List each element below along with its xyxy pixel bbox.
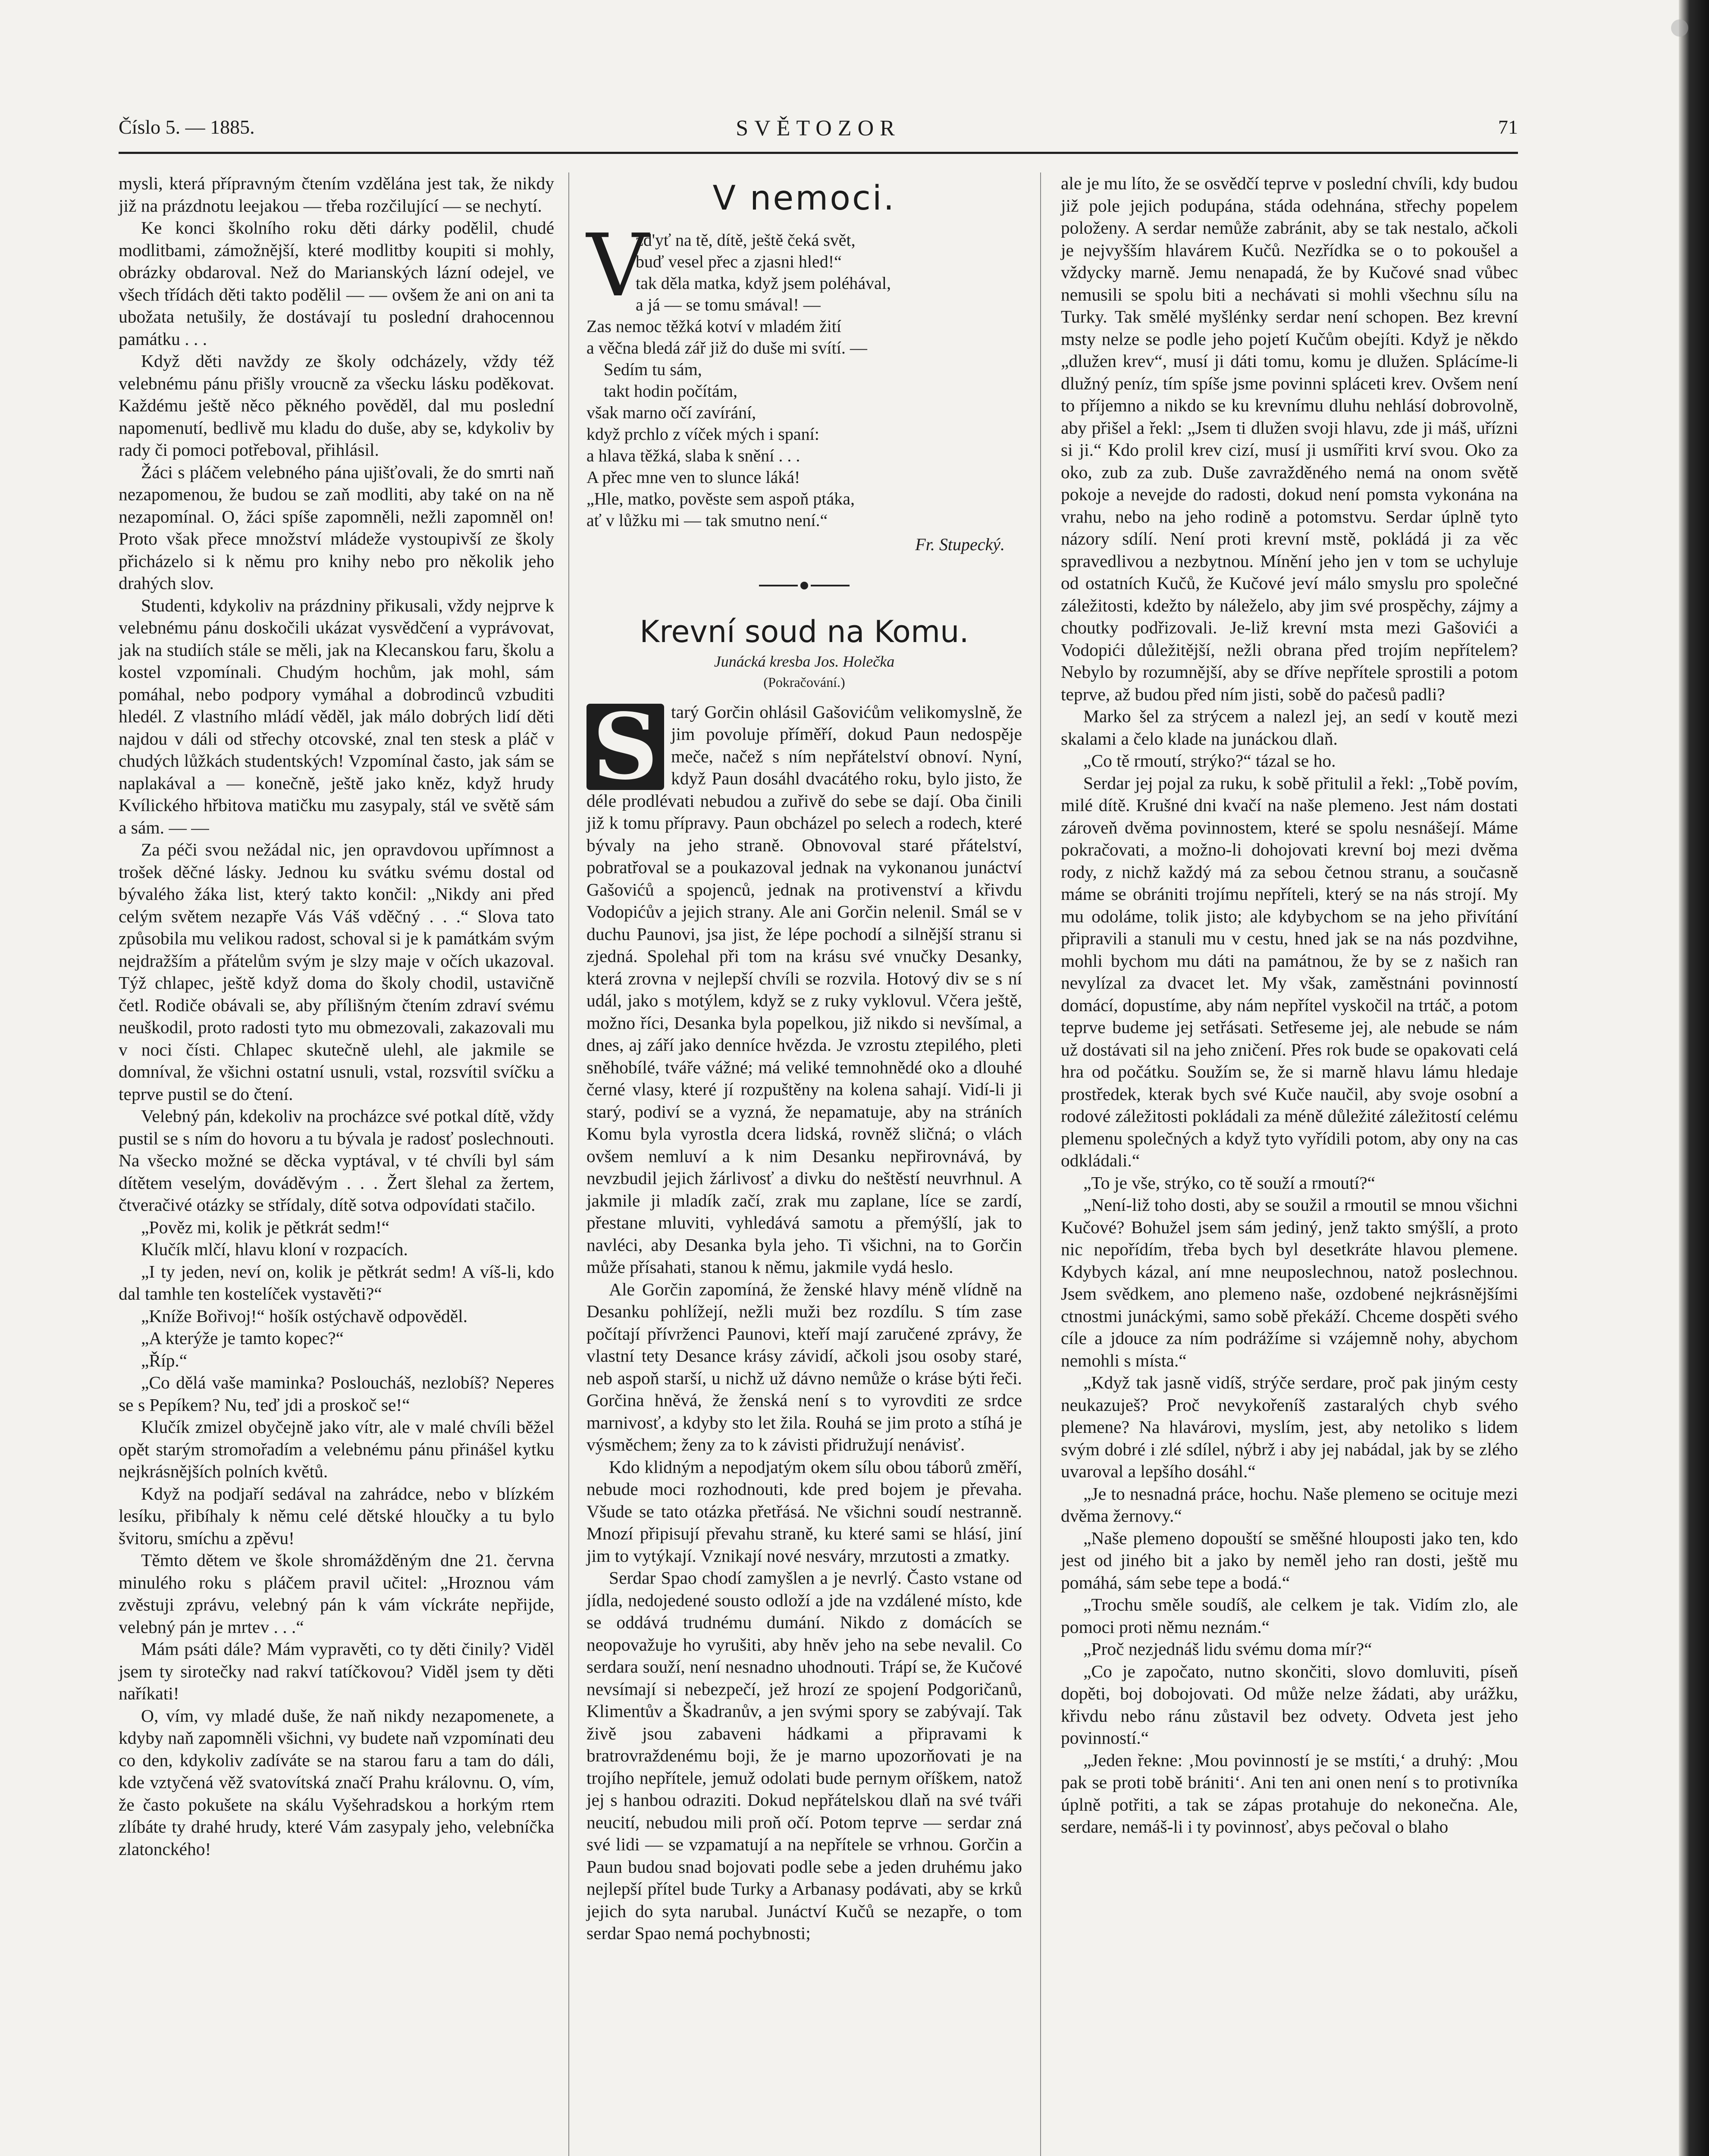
paragraph: „Co tě rmoutí, strýko?“ tázal se ho. — [1083, 751, 1336, 771]
paragraph: O, vím, vy mladé duše, že naň nikdy nezapomenete, a kdyby naň zapomněli všichni, vy budete naň vzpomínati deu co den, kdykoliv zadíváte se na starou faru a tam do dáli, kde vztyčená věž svatovítská značí Prahu královnu. O, vím, že často pokušete na skálu Vyšehradskou a horkým rtem zlíbáte ty drahé hrudy, které Vám zasypaly jeho, velebníčka zlatonckého! — [119, 1705, 554, 1859]
paragraph: Klučík zmizel obyčejně jako vítr, ale v malé chvíli běžel opět starým stromořadím a velebnému pánu přinášel kytku nejkrásnějších polních květů. — [119, 1417, 554, 1481]
paragraph: „A kterýže je tamto kopec?“ — [141, 1328, 344, 1348]
paragraph: „I ty jeden, neví on, kolik je pětkrát sedm! A víš-li, kdo dal tamhle ten kostelíček vystavěti?“ — [119, 1261, 554, 1304]
binding-edge — [1679, 0, 1709, 2156]
paragraph: Za péči svou nežádal nic, jen opravdovou upřímnost a trošek děčné lásky. Jednou ku svátku svému dostal od bývalého žáka list, který takto končil: „Nikdy ani před celým světem nezapře Vás Váš vděčný . . .“ Slova tato způsobila mu velikou radost, schoval si je k památkám svým nejdražším a přátelům svým je slzy maje v očích ukazoval. Týž chlapec, ještě když doma do školy chodil, ustavičně četl. Rodiče obávali se, aby přílišným čtením zdraví svému neuškodil, proto radosti tyto mu obmezovali, zakazovali mu v noci čísti. Chlapec skutečně ulehl, ale jakmile se domníval, že všichni ostatní usnuli, vstal, rozsvítil svíčku a teprve pustil se do čtení. — [119, 840, 554, 1104]
story-drop-letter-box — [586, 693, 664, 800]
poem-line: ať v lůžku mi — tak smutno není.“ — [586, 511, 828, 530]
paragraph: tarý Gorčin ohlásil Gašovićům velikomyslně, že jim povoluje příměří, dokud Paun nedospěje meče, načež s ním nepřátelství obnoví. Nyní, když Paun dosáhl dvacátého roku, bylo jisto, že déle prodlévati nebudou a zuřivě do sebe se dají. Oba činili již k tomu přípravy. Paun obcházel po selech a rodech, které bývaly na jeho straně. Obnovoval staré přátelství, pobratřoval se a poukazoval jednak na vykonanou junáctví Gašovićů a spojenců, jednak na protivenství a křivdu Vodopićův a jejich strany. Ale ani Gorčin nelenil. Smál se v duchu Paunovi, jsa jist, že lépe pochodí a silnější stranu si zjedná. Spolehal při tom na krásu své vnučky Desanky, která zrovna v nejlepší chvíli se rozvila. Hotový div se s ní udál, jako s motýlem, když se z ruky vyklovul. Včera ještě, možno říci, Desanka byla popelkou, již nikdo si nevšímal, a dnes, aj září jako denníce hvězda. Je vzrostu ztepilého, pleti sněhobílé, tváře vážné; má veliké temnohnědé oko a dlouhé černé vlasy, které jí rozpuštěny na kolena sahají. Vidí-li ji starý, podiví se a vyzná, že nepamatuje, aby na stráních Komu byla vyrostla dcera lidská, rovněž sličná; o vlách ovšem nemluví a k nim Desanku nepřirovnává, by nevzbudil jejich žárlivosť a divku do neštěstí neuvrhnul. A jakmile ji mladík začí, zrak mu zaplane, líce se zardí, přestane mluviti, vyhledává samotu a přemýšlí, jak to navléci, aby Desanka byla jeho. Ti všichni, na to Gorčin může přísahati, stanou k němu, jakmile vydá heslo. — [586, 702, 1022, 1277]
paragraph: Velebný pán, kdekoliv na procházce své potkal dítě, vždy pustil se s ním do hovoru a tu bývala je radosť poslechnouti. Na všecko možné se děcka vyptával, v té chvíli byl sám dítětem veselým, dováděvým . . . Žert šlehal za žertem, čtveračivé otázky se střídaly, dítě sotva odpovídati stačilo. — [119, 1106, 554, 1215]
column-rule-1 — [568, 172, 569, 2156]
paragraph: Klučík mlčí, hlavu kloní v rozpacích. — [141, 1239, 408, 1259]
paragraph: „Když tak jasně vidíš, strýče serdare, proč pak jiným cesty neukazuješ? Proč nevykořeníš zastaralých chyb svého plemene? Na hlavárovi, myslím, jest, aby netoliko s lidem svým dobré i zlé sdílel, nýbrž i aby jej nabádal, jak by se zlého uvaroval a lepšího dosáhl.“ — [1061, 1373, 1518, 1481]
paragraph: Studenti, kdykoliv na prázdniny přikusali, vždy nejprve k velebnému pánu doskočili ukázat vysvědčení a vyprávovat, jak na studiích stále se měli, jak na Klecanskou faru, školu a kostel vzpomínali. Chudým hochům, jak mohl, sám pomáhal, nebo podpory vymáhal a dobrodinců vzbuditi hledél. Z vlastního mládí věděl, jak málo dobrých lidí děti najdou v dáli od střechy otcovské, znal ten stesk a pláč v chudých lůžkách studentských! Vzpomínal často, jak sám se naplakával a — konečně, ještě jako kněz, když hrudy Kvílického hřbitova matičku mu zasypaly, stál ve světě sám a sám. — — — [119, 595, 554, 837]
paragraph: Žáci s pláčem velebného pána ujišťovali, že do smrti naň nezapomenou, že budou se zaň modliti, aby také on na ně nezapomínal. O, žáci spíše zapomněli, nežli zapomněl on! Proto však přece množství mládeže vystoupivší ze školy přicházelo si k němu pro knihy nebo pro několik jeho drahých slov. — [119, 462, 554, 593]
paragraph: Ke konci školního roku děti dárky podělil, chudé modlitbami, zámožnější, které modlitby koupiti si mohly, obrázky obdaroval. Než do Marianských lázní odejel, ve všech třídách děti takto podělil — — ovšem že ani on ani ta ubožata netušily, že dostávají tu poslední drahocennou památku . . . — [119, 218, 554, 349]
poem-title: V nemoci. — [712, 179, 896, 218]
scan-spot — [1671, 19, 1688, 37]
paragraph: „Trochu směle soudíš, ale celkem je tak. Vidím zlo, ale pomoci proti němu neznám.“ — [1061, 1595, 1518, 1637]
paragraph: Když děti navždy ze školy odcházely, vždy též velebnému pánu přišly vroucně za všecku lásku poděkovat. Každému ještě něco pěkného pověděl, dal mu poslední napomenutí, bedlivě mu kladu do duše, aby se, kdykoliv by rady či pomoci potřeboval, přihlásil. — [119, 351, 554, 460]
poem-line: A přec mne ven to slunce láká! — [586, 467, 800, 487]
poem — [586, 216, 1022, 555]
poem-line: buď vesel přec a zjasni hled!“ — [636, 252, 842, 271]
poem-line: takt hodin počítám, — [604, 381, 737, 401]
paragraph: „Říp.“ — [141, 1350, 188, 1370]
story-continued: (Pokračování.) — [763, 674, 845, 690]
paragraph: „Kníže Bořivoj!“ hošík ostýchavě odpověděl. — [141, 1306, 468, 1326]
paragraph: „Pověz mi, kolik je pětkrát sedm!“ — [141, 1217, 390, 1237]
poem-line: však marno očí zavírání, — [586, 403, 756, 422]
paragraph: „Jeden řekne: ‚Mou povinností je se mstíti,‘ a druhý: ‚Mou pak se proti tobě brániti‘. Ani ten ani onen není s to protivníka úplně potřiti, a tak se zápas protahuje do nekonečna. Ale, serdare, nemáš-li i ty povinnosť, abys pečoval o blaho — [1061, 1750, 1518, 1836]
paragraph: mysli, která přípravným čtením vzdělána jest tak, že nikdy již na prázdnotu leejakou — třeba rozčilující — se nechytí. — [119, 173, 554, 216]
column-2 — [586, 172, 1022, 1945]
paragraph: Kdo klidným a nepodjatým okem sílu obou táborů změří, nebude moci rozhodnouti, kde pred bojem je převaha. Všude se tato otázka přetřásá. Ne všichni soudí nestranně. Mnozí připisují převahu straně, ku které sami se hlásí, jiní jim to vytýkají. Vznikají nové nesváry, mrzutosti a zmatky. — [586, 1457, 1022, 1566]
page-header — [119, 116, 1518, 146]
paragraph: Serdar Spao chodí zamyšlen a je nevrlý. Často vstane od jídla, nedojedené sousto odloží a jde na vzdálené místo, kde se oddává trudnému dumání. Nikdo z domácích se neopovažuje ho vyrušiti, aby hněv jeho na sebe nevalil. Co serdara souží, není nesnadno uhodnouti. Trápí se, že Kučové nevsímají si nebezpečí, jež hrozí ze spojení Podgoričanů, Klimentův a Škadranův, a jen svými spory se zabývají. Tak živě jsou zabaveni hádkami a připravami k bratrovraždenému boji, že je marno upozorňovati je na trojího nepřítele, jemuž odolati bude pernym oříškem, natož jej s hanbou odraziti. Dokud nepřátelskou dlaň na své tváři neucití, nebudou mili proň očí. Potom teprve — serdar zná své lidi — se vzpamatují a na nepřítele se vrhnou. Gorčin a Paun budou snad bojovati podle sebe a jeden druhému jako nejlepší přítel bude Turky a Arbanasy podávati, aby se krků jejich do syta narubal. Junáctví Kučů se nezapře, o tom serdar Spao nemá pochybnosti; — [586, 1568, 1022, 1943]
paragraph: Těmto dětem ve škole shromážděným dne 21. června minulého roku s pláčem pravil učitel: „Hroznou vám zvěstuji zprávu, velebný pán k vám víckráte nepřijde, velebný pán je mrtev . . .“ — [119, 1550, 554, 1637]
poem-author: Fr. Stupecký. — [915, 535, 1005, 554]
paragraph: ale je mu líto, že se osvědčí teprve v poslední chvíli, kdy budou již pole jejich podupána, stáda odehnána, střechy popelem položeny. A serdar nemůže zabránit, aby se tak nestalo, ačkoli je nejvyšším hlavárem Kučů. Nezřídka se o to pokoušel a vždycky marně. Jemu nenapadá, že by Kučové snad vůbec nemusili se spolu biti a nechávati si mohli všechnu sílu na Turky. Tak smělé myšlénky serdar není schopen. Bez krevní msty nelze se podle jeho pojetí Kučům obejíti. Když je někdo „dlužen krev“, musí ji dáti tomu, komu je dlužen. Splácíme-li dlužný peníz, tím spíše jsme povinni spláceti krev. Ovšem není to příjemno a nikdo se ku krevnímu dluhu nehlásí dobrovolně, aby přišel a řekl: „Jsem ti dlužen svoji hlavu, zde ji máš, uřízni si ji.“ Kdo prolil krev cizí, musí ji usmířiti krví svou. Oko za oko, zub za zub. Duše zavražděného nemá na onom světě pokoje a nevejde do radosti, dokud není pomsta vykonána na vrahu, nebo na jeho rodině a potomstvu. Serdar úplně tyto názory sdílí. Není proti krevní mstě, pokládá ji za věc spravedlivou a nezbytnou. Mínění jeho jen v tom se uchyluje od ostatních Kučů, že Kučové jeví málo smyslu pro společné záležitosti, kdežto by náleželo, aby jim své prospěchy, zájmy a choutky podřizovali. Je-liž krevní msta mezi Gašovići a Vodopići důležitější, nežli obrana před trojím nepřítelem? Nebylo by rozumnější, aby se dříve nepřítele sprostili a potom teprve, až budou před ním jisti, sobě do pačesů padli? — [1061, 173, 1518, 704]
header-rule — [119, 152, 1518, 154]
paragraph: „Co je započato, nutno skončiti, slovo domluviti, píseň dopěti, boj dobojovati. Od může nelze žádati, aby urážku, křivdu nebo ránu zůstavil bez odvety. Odveta jest jeho povinností.“ — [1061, 1661, 1518, 1748]
poem-lines — [586, 216, 1022, 531]
poem-line: žd'yť na tě, dítě, ještě čeká svět, — [636, 230, 856, 250]
poem-line: tak děla matka, když jsem poléhával, — [636, 273, 891, 293]
column-3 — [1061, 172, 1518, 1838]
poem-line: Sedím tu sám, — [604, 360, 702, 379]
paragraph: Ale Gorčin zapomíná, že ženské hlavy méně vlídně na Desanku pohlížejí, nežli muži bez rozdílu. S tím zase počítají přívrženci Paunovi, kteří mají zaručené zprávy, že vlastní tety Desance krásy závidí, ačkoli jsou osoby staré, neb aspoň starší, u nichž už dávno nemůže o kráse býti řeči. Gorčina hněvá, že ženská není s to vyrovditi ze srdce marnivosť, a kdyby sto let žila. Rouhá se jim proto a stíhá je výsměchem; ženy za to k závisti přidružují nenávisť. — [586, 1279, 1022, 1454]
paragraph: Když na podjaří sedával na zahrádce, nebo v blízkém lesíku, přibíhaly k němu celé dětské hloučky a tu bylo švitoru, smíchu a zpěvu! — [119, 1483, 554, 1548]
story-subtitle: Junácká kresba Jos. Holečka — [714, 652, 895, 670]
poem-drop-letter: V — [586, 216, 649, 316]
paragraph: „Není-liž toho dosti, aby se soužil a rmoutil se mnou všichni Kučové? Bohužel jsem sám jediný, jenž takto smýšlí, a proto nic nepořídím, třeba bych byl desetkráte hlavou plemene. Kdybych kázal, aní mne neuposlechnou, natož poslechnou. Jsem svědkem, ano plemeno naše, ozdobené nejkrásnějšími ctnostmi junáckými, samo sobě překáží. Chceme dospěti svého cíle a jdouce za ním podrážíme si vzájemně nohy, abychom nemohli s místa.“ — [1061, 1195, 1518, 1370]
paragraph: „Proč nezjednáš lidu svému doma mír?“ — [1083, 1639, 1372, 1659]
paragraph: Mám psáti dále? Mám vypravěti, co ty děti činily? Viděl jsem ty sirotečky nad rakví tatíčkovou? Viděl jsem ty děti naříkati! — [119, 1639, 554, 1703]
ornament-divider — [586, 573, 1022, 595]
poem-line: a hlava těžká, slaba k snění . . . — [586, 446, 800, 465]
poem-line: když prchlo z víček mých i spaní: — [586, 424, 819, 444]
story-body-col2 — [586, 693, 1022, 1945]
poem-line: „Hle, matko, pověste sem aspoň ptáka, — [586, 489, 855, 508]
paragraph: „To je vše, strýko, co tě souží a rmoutí?“ — [1083, 1172, 1376, 1193]
story-drop-letter: S — [593, 693, 658, 800]
magazine-title: SVĚTOZOR — [736, 116, 901, 141]
poem-line: Zas nemoc těžká kotví v mladém žití — [586, 317, 841, 336]
paragraph: „Naše plemeno dopouští se směšné hlouposti jako ten, kdo jest od jiného bit a jako by neměl jeho ran dosti, ještě mu pomáhá, sám sebe tepe a bodá.“ — [1061, 1528, 1518, 1592]
poem-line: a věčna bledá zář již do duše mi svítí. — — [586, 338, 867, 357]
paragraph: Marko šel za strýcem a nalezl jej, an sedí v koutě mezi skalami a čelo klade na junáckou dlaň. — [1061, 706, 1518, 749]
paragraph: „Je to nesnadná práce, hochu. Naše plemeno se ocituje mezi dvěma žernovy.“ — [1061, 1483, 1518, 1526]
issue-label: Číslo 5. — 1885. — [119, 116, 255, 138]
column-rule-2 — [1040, 172, 1041, 2156]
poem-line: a já — se tomu smával! — — [636, 295, 821, 314]
paragraph: „Co dělá vaše maminka? Posloucháš, nezlobíš? Neperes se s Pepíkem? Nu, teď jdi a proskoč se!“ — [119, 1373, 554, 1415]
paragraph: Serdar jej pojal za ruku, k sobě přitulil a řekl: „Tobě povím, milé dítě. Krušné dni kvačí na naše plemeno. Jest nám dostati zároveň dvěma povinnostem, které se spolu nesnášejí. Máme pokračovati, a možno-li dohojovati krevní boj mezi dvěma rody, z nichž každý má za sebou četnou stranu, a současně máme se obrániti trojímu nepříteli, který se na nás strojí. My mu odoláme, tolik jisto; ale kdybychom se na jeho přivítání připravili a stanuli mu v cestu, hned jak se na nás pozdvihne, mohli bychom mu dáti na památnou, že by se z našich ran nevylízal za dvacet let. My však, zaměstnáni povinností domácí, dopustíme, aby nám nepřítel vyskočil na trtáč, a potom teprve budeme jej setřásati. Setřeseme jej, ale nebude se nám už dostávati sil na jeho zničení. Přes rok bude se opakovati celá hra od počátku. Soužím se, že si marně hlavu lámu hledaje prostředek, kterak bych své Kuče naučil, aby svoje osobní a rodové záležitosti pokládali za méně důležité záležitostí celému plemenu společných a když tyto vyřídili potom, aby ony na cas odkládali.“ — [1061, 773, 1518, 1170]
column-1 — [119, 172, 554, 1860]
story-title: Krevní soud na Komu. — [640, 614, 969, 649]
page-number: 71 — [1498, 116, 1518, 138]
